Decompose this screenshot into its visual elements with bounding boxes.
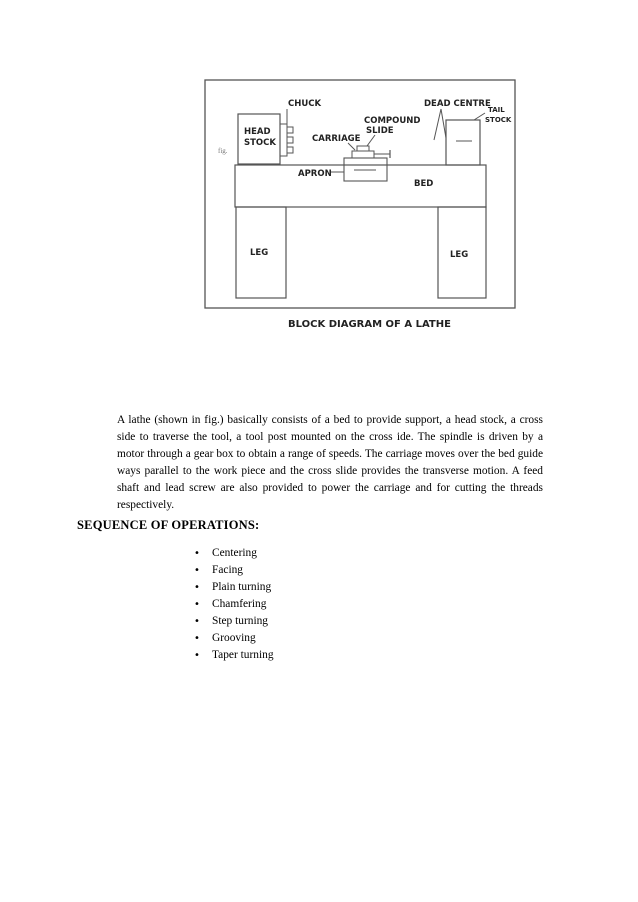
operations-list [194,545,274,664]
list-item-label: Step turning [212,615,269,627]
chuck-jaw-top [287,127,293,133]
bullet-icon: • [194,650,200,661]
compound-leader [367,135,375,146]
compound-slide-block [357,146,369,151]
bullet-icon: • [194,565,200,576]
list-item [194,545,274,562]
list-item-label: Grooving [212,632,256,644]
list-item [194,596,274,613]
bullet-icon: • [194,582,200,593]
bullet-icon: • [194,616,200,627]
chuck-jaw-bottom [287,147,293,153]
label-bed: BED [414,179,434,189]
label-compound-1: COMPOUND [364,116,421,126]
list-item [194,630,274,647]
carriage-block [352,151,374,158]
list-item-label: Facing [212,564,244,576]
label-chuck: CHUCK [288,99,322,109]
dead-centre-leader-1 [434,109,441,140]
bed-block [235,165,486,207]
label-head-stock-1: HEAD [244,127,271,137]
description-paragraph: A lathe (shown in fig.) basically consists of a bed to provide support, a head stock, a cross side to traverse the tool, a tool post mounted on the cross ide. The spindle is driven by a motor through a gear box to obtain a range of speeds. The carriage moves over the bed guide ways parallel to the work piece and the cross slide provides the transverse motion. A feed shaft and lead screw are also provided to power the carriage and for cutting the threads respectively. [117,414,543,511]
section-heading: SEQUENCE OF OPERATIONS: [77,518,260,532]
list-item-label: Plain turning [212,581,272,593]
chuck-block [280,124,287,156]
tail-stock-leader [474,113,485,120]
label-fig: fig. [218,147,228,155]
bullet-icon: • [194,633,200,644]
list-item-label: Chamfering [212,598,267,610]
list-item-label: Taper turning [212,649,274,661]
diagram-caption: BLOCK DIAGRAM OF A LATHE [288,319,451,330]
label-tail-stock: STOCK [485,116,512,124]
list-item [194,579,274,596]
list-item [194,562,274,579]
label-leg-left: LEG [250,248,269,258]
dead-centre-leader-2 [441,109,446,138]
label-carriage: CARRIAGE [312,134,361,144]
label-leg-right: LEG [450,250,469,260]
bullet-icon: • [194,599,200,610]
chuck-jaw-mid [287,137,293,143]
list-item [194,647,274,664]
label-head-stock-2: STOCK [244,138,276,148]
lathe-block-diagram [0,0,638,340]
tail-stock-block [446,120,480,165]
label-dead-centre: DEAD CENTRE [424,99,491,109]
label-apron: APRON [298,169,332,179]
list-item-label: Centering [212,547,257,559]
label-compound-2: SLIDE [366,126,394,136]
list-item [194,613,274,630]
carriage-leader [348,143,355,150]
bullet-icon: • [194,548,200,559]
label-tail: TAIL [488,106,505,114]
